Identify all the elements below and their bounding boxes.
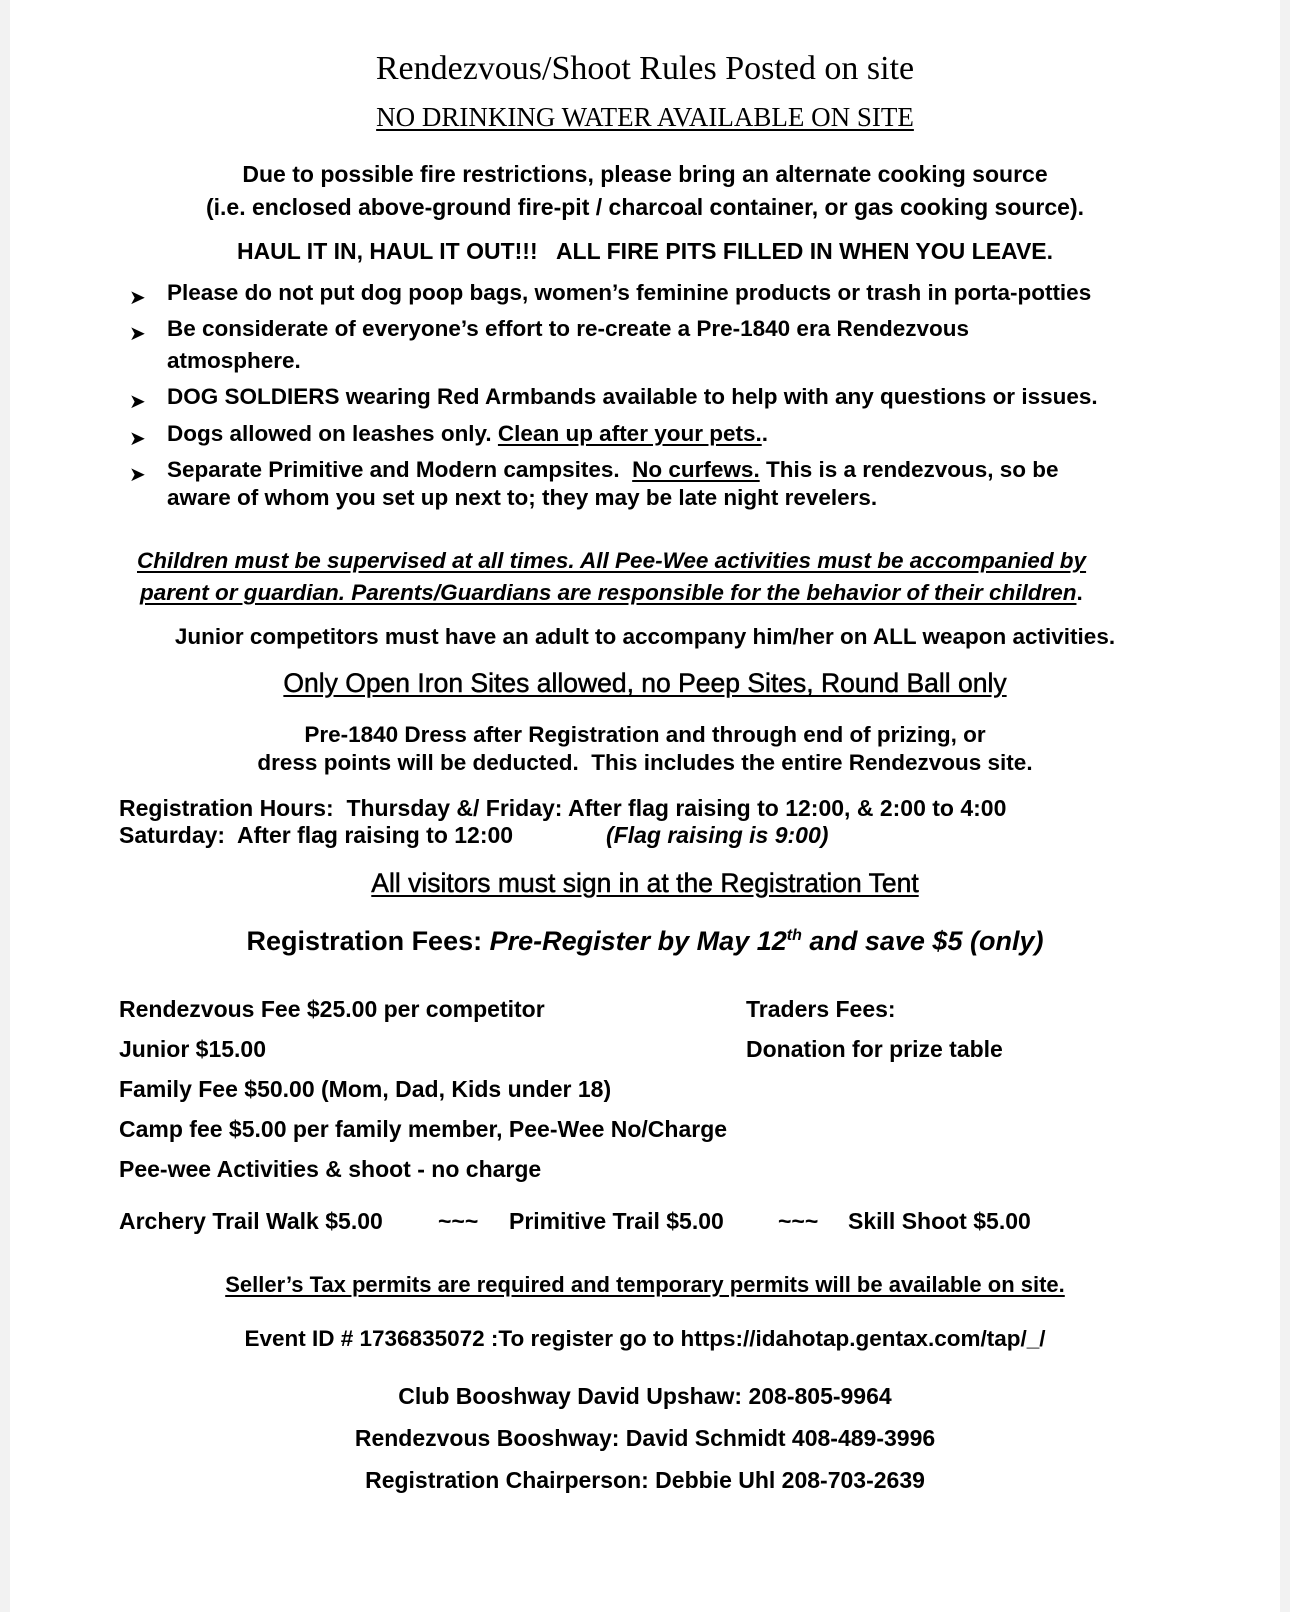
fee-family: Family Fee $50.00 (Mom, Dad, Kids under 18) [119, 1076, 612, 1102]
flag-raising-note: (Flag raising is 9:00) [606, 822, 829, 848]
rule-dogs-end: . [761, 421, 768, 446]
tax-permit-notice: Seller’s Tax permits are required and temporary permits will be available on site. [225, 1272, 1065, 1297]
registration-saturday: Saturday: After flag raising to 12:00 [119, 822, 514, 848]
rule-considerate-l1: Be considerate of everyone’s effort to re-create a Pre-1840 era Rendezvous [167, 316, 969, 341]
flyer-page [10, 0, 1280, 1612]
fees-heading [10, 926, 1280, 957]
fee-camp: Camp fee $5.00 per family member, Pee-Wee No/Charge [119, 1116, 728, 1142]
arrow-bullet-icon: ➤ [129, 287, 146, 309]
contact-registration-chair: Registration Chairperson: Debbie Uhl 208-703-2639 [365, 1467, 925, 1493]
traders-fees-label: Traders Fees: [746, 996, 896, 1022]
children-notice-line-1: Children must be supervised at all times. All Pee-Wee activities must be accompanied by [137, 548, 1087, 573]
arrow-bullet-icon: ➤ [129, 323, 146, 345]
contact-rendezvous-booshway: Rendezvous Booshway: David Schmidt 408-489-3996 [354, 1425, 936, 1451]
rule-dogs-leashes [167, 417, 768, 450]
arrow-bullet-icon: ➤ [129, 391, 146, 413]
rule-campsites-l2: aware of whom you set up next to; they may be late night revelers. [167, 485, 878, 510]
rule-campsites-text: Separate Primitive and Modern campsites. [167, 457, 633, 482]
haul-it-out-line: HAUL IT IN, HAUL IT OUT!!! ALL FIRE PITS FILLED IN WHEN YOU LEAVE. [236, 238, 1054, 264]
dress-line-2: dress points will be deducted. This includes the entire Rendezvous site. [257, 750, 1033, 775]
rule-porta-potties: Please do not put dog poop bags, women’s feminine products or trash in porta-potties [167, 280, 1092, 305]
arrow-bullet-icon: ➤ [129, 464, 146, 486]
trail-separator: ~~~ [438, 1208, 479, 1234]
rule-curfews-underlined: No curfews. [632, 457, 760, 482]
dress-line-1: Pre-1840 Dress after Registration and through end of prizing, or [304, 722, 986, 747]
arrow-bullet-icon: ➤ [129, 428, 146, 450]
fire-restriction-line-1: Due to possible fire restrictions, please bring an alternate cooking source [242, 161, 1048, 187]
fees-heading-sup: th [786, 927, 802, 944]
rule-dog-soldiers: DOG SOLDIERS wearing Red Armbands available to help with any questions or issues. [167, 384, 1098, 409]
rule-campsites-rest: This is a rendezvous, so be [759, 457, 1059, 482]
children-notice-line-2 [140, 580, 1083, 606]
page-title: Rendezvous/Shoot Rules Posted on site [375, 50, 915, 87]
traders-donation: Donation for prize table [746, 1036, 1003, 1062]
sights-rule: Only Open Iron Sites allowed, no Peep Sites, Round Ball only [283, 668, 1007, 698]
event-id-line: Event ID # 1736835072 :To register go to https://idahotap.gentax.com/tap/_/ [244, 1326, 1046, 1351]
fee-junior: Junior $15.00 [119, 1036, 267, 1062]
rule-dogs-text: Dogs allowed on leashes only. [167, 421, 498, 446]
water-notice: NO DRINKING WATER AVAILABLE ON SITE [376, 102, 914, 132]
fee-primitive-trail: Primitive Trail $5.00 [509, 1208, 724, 1234]
children-notice-end: . [1076, 580, 1083, 605]
fee-pee-wee: Pee-wee Activities & shoot - no charge [119, 1156, 542, 1182]
visitors-notice: All visitors must sign in at the Registration Tent [371, 868, 919, 898]
contact-club-booshway: Club Booshway David Upshaw: 208-805-9964 [398, 1383, 892, 1409]
rule-dogs-underlined: Clean up after your pets. [497, 421, 762, 446]
fee-rendezvous: Rendezvous Fee $25.00 per competitor [119, 996, 545, 1022]
fees-heading-deadline: Pre-Register by May 12 [489, 926, 787, 956]
fee-skill-shoot: Skill Shoot $5.00 [848, 1208, 1031, 1234]
fire-restriction-line-2: (i.e. enclosed above-ground fire-pit / charcoal container, or gas cooking source). [205, 194, 1085, 220]
trail-separator: ~~~ [778, 1208, 819, 1234]
registration-hours: Registration Hours: Thursday &/ Friday: After flag raising to 12:00, & 2:00 to 4:00 [119, 795, 1007, 821]
fee-archery-trail: Archery Trail Walk $5.00 [119, 1208, 383, 1234]
rule-considerate-l2: atmosphere. [167, 348, 301, 373]
fees-heading-label: Registration Fees: [246, 926, 490, 956]
children-notice-text: parent or guardian. Parents/Guardians are responsible for the behavior of their children [140, 580, 1077, 605]
fees-heading-savings: and save $5 (only) [801, 926, 1044, 956]
junior-notice: Junior competitors must have an adult to accompany him/her on ALL weapon activities. [174, 624, 1116, 649]
